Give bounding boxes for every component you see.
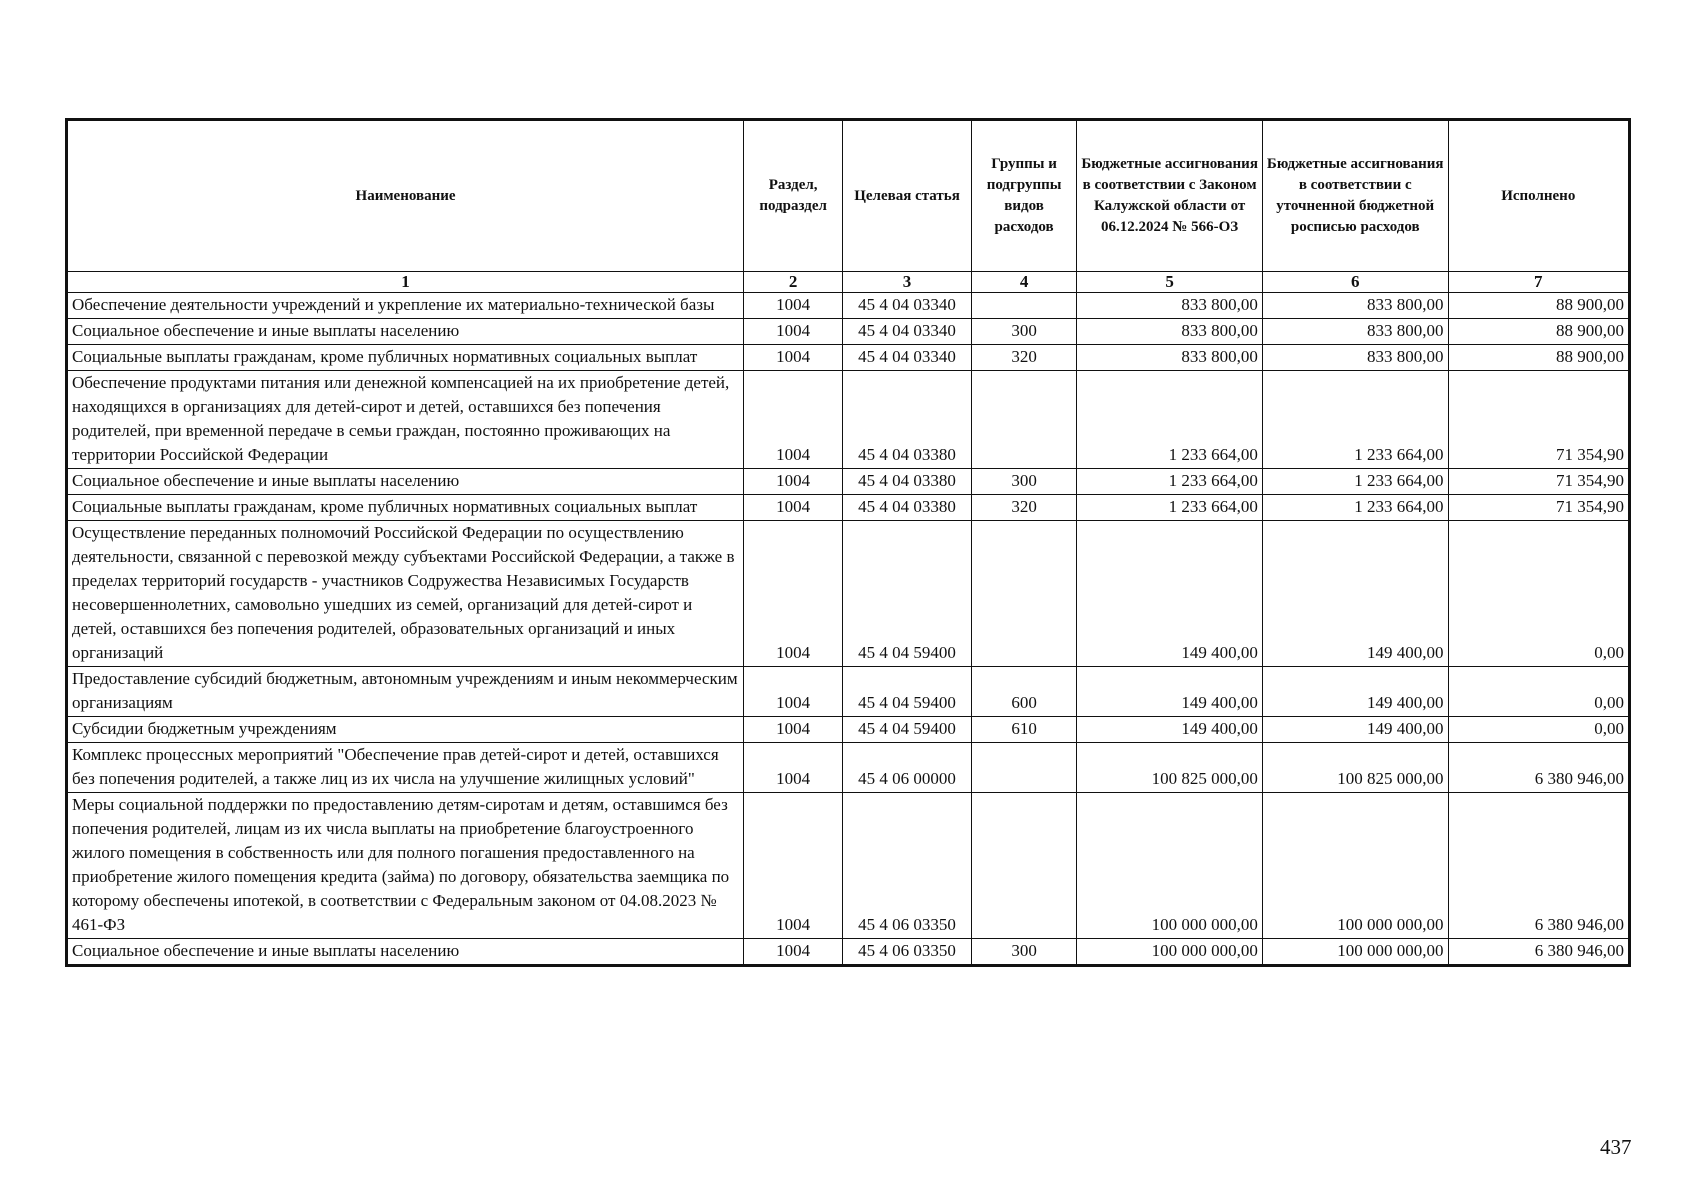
row-plan-amount: 149 400,00 bbox=[1262, 521, 1448, 667]
header-article: Целевая статья bbox=[843, 120, 972, 272]
column-number: 6 bbox=[1262, 272, 1448, 293]
row-article: 45 4 06 03350 bbox=[843, 793, 972, 939]
row-name: Социальные выплаты гражданам, кроме публичных нормативных социальных выплат bbox=[67, 345, 744, 371]
row-article: 45 4 04 03340 bbox=[843, 293, 972, 319]
row-law-amount: 1 233 664,00 bbox=[1077, 495, 1263, 521]
row-section: 1004 bbox=[744, 319, 843, 345]
row-article: 45 4 04 03340 bbox=[843, 345, 972, 371]
row-law-amount: 833 800,00 bbox=[1077, 293, 1263, 319]
row-section: 1004 bbox=[744, 469, 843, 495]
table-row bbox=[67, 939, 1630, 966]
row-law-amount: 100 000 000,00 bbox=[1077, 793, 1263, 939]
column-number: 5 bbox=[1077, 272, 1263, 293]
row-section: 1004 bbox=[744, 939, 843, 966]
row-plan-amount: 100 000 000,00 bbox=[1262, 793, 1448, 939]
header-section: Раздел, подраздел bbox=[744, 120, 843, 272]
row-article: 45 4 06 03350 bbox=[843, 939, 972, 966]
column-number: 1 bbox=[67, 272, 744, 293]
row-group: 300 bbox=[971, 469, 1076, 495]
row-section: 1004 bbox=[744, 521, 843, 667]
row-plan-amount: 100 000 000,00 bbox=[1262, 939, 1448, 966]
row-plan-amount: 833 800,00 bbox=[1262, 345, 1448, 371]
row-name: Осуществление переданных полномочий Российской Федерации по осуществлению деятельности, связанной с перевозкой между субъектами Российской Федерации, а также в пределах территорий государств - участников Содружества Независимых Государств несовершеннолетних, самовольно ушедших из семей, организаций для детей-сирот и детей, оставшихся без попечения родителей, образовательных организаций и иных организаций bbox=[67, 521, 744, 667]
row-group bbox=[971, 743, 1076, 793]
row-group bbox=[971, 371, 1076, 469]
row-plan-amount: 833 800,00 bbox=[1262, 293, 1448, 319]
table-row bbox=[67, 743, 1630, 793]
row-executed-amount: 6 380 946,00 bbox=[1448, 939, 1629, 966]
row-article: 45 4 04 03380 bbox=[843, 495, 972, 521]
row-executed-amount: 6 380 946,00 bbox=[1448, 793, 1629, 939]
row-name: Субсидии бюджетным учреждениям bbox=[67, 717, 744, 743]
header-law: Бюджетные ассигнования в соответствии с Законом Калужской области от 06.12.2024 № 566-ОЗ bbox=[1077, 120, 1263, 272]
header-row bbox=[67, 120, 1630, 272]
table-row bbox=[67, 469, 1630, 495]
table-row bbox=[67, 293, 1630, 319]
row-section: 1004 bbox=[744, 345, 843, 371]
row-article: 45 4 04 59400 bbox=[843, 717, 972, 743]
row-law-amount: 1 233 664,00 bbox=[1077, 371, 1263, 469]
row-name: Комплекс процессных мероприятий "Обеспечение прав детей-сирот и детей, оставшихся без попечения родителей, а также лиц из их числа на улучшение жилищных условий" bbox=[67, 743, 744, 793]
column-number: 2 bbox=[744, 272, 843, 293]
table-row bbox=[67, 495, 1630, 521]
row-article: 45 4 04 59400 bbox=[843, 521, 972, 667]
row-executed-amount: 88 900,00 bbox=[1448, 345, 1629, 371]
row-executed-amount: 88 900,00 bbox=[1448, 319, 1629, 345]
table-body bbox=[67, 293, 1630, 966]
row-article: 45 4 04 03380 bbox=[843, 371, 972, 469]
row-executed-amount: 88 900,00 bbox=[1448, 293, 1629, 319]
column-number: 3 bbox=[843, 272, 972, 293]
table-row bbox=[67, 793, 1630, 939]
row-group bbox=[971, 793, 1076, 939]
row-plan-amount: 149 400,00 bbox=[1262, 667, 1448, 717]
row-executed-amount: 71 354,90 bbox=[1448, 371, 1629, 469]
row-name: Социальное обеспечение и иные выплаты населению bbox=[67, 319, 744, 345]
row-plan-amount: 149 400,00 bbox=[1262, 717, 1448, 743]
row-executed-amount: 71 354,90 bbox=[1448, 495, 1629, 521]
table-row bbox=[67, 371, 1630, 469]
row-section: 1004 bbox=[744, 495, 843, 521]
row-executed-amount: 0,00 bbox=[1448, 521, 1629, 667]
row-name: Социальное обеспечение и иные выплаты населению bbox=[67, 469, 744, 495]
row-name: Обеспечение деятельности учреждений и укрепление их материально-технической базы bbox=[67, 293, 744, 319]
row-section: 1004 bbox=[744, 793, 843, 939]
row-law-amount: 149 400,00 bbox=[1077, 717, 1263, 743]
header-plan: Бюджетные ассигнования в соответствии с уточненной бюджетной росписью расходов bbox=[1262, 120, 1448, 272]
row-law-amount: 149 400,00 bbox=[1077, 521, 1263, 667]
row-executed-amount: 0,00 bbox=[1448, 667, 1629, 717]
row-section: 1004 bbox=[744, 371, 843, 469]
row-law-amount: 833 800,00 bbox=[1077, 319, 1263, 345]
table-row bbox=[67, 521, 1630, 667]
row-group: 600 bbox=[971, 667, 1076, 717]
row-law-amount: 1 233 664,00 bbox=[1077, 469, 1263, 495]
page-number: 437 bbox=[1600, 1135, 1632, 1159]
row-plan-amount: 100 825 000,00 bbox=[1262, 743, 1448, 793]
row-group: 610 bbox=[971, 717, 1076, 743]
row-group bbox=[971, 521, 1076, 667]
row-group: 300 bbox=[971, 939, 1076, 966]
row-article: 45 4 04 03380 bbox=[843, 469, 972, 495]
row-law-amount: 149 400,00 bbox=[1077, 667, 1263, 717]
row-section: 1004 bbox=[744, 293, 843, 319]
row-name: Предоставление субсидий бюджетным, автономным учреждениям и иным некоммерческим организациям bbox=[67, 667, 744, 717]
row-article: 45 4 06 00000 bbox=[843, 743, 972, 793]
row-executed-amount: 0,00 bbox=[1448, 717, 1629, 743]
row-article: 45 4 04 59400 bbox=[843, 667, 972, 717]
column-number: 4 bbox=[971, 272, 1076, 293]
row-article: 45 4 04 03340 bbox=[843, 319, 972, 345]
row-law-amount: 833 800,00 bbox=[1077, 345, 1263, 371]
table-row bbox=[67, 667, 1630, 717]
header-name: Наименование bbox=[67, 120, 744, 272]
row-plan-amount: 1 233 664,00 bbox=[1262, 495, 1448, 521]
row-group: 300 bbox=[971, 319, 1076, 345]
header-done: Исполнено bbox=[1448, 120, 1629, 272]
row-executed-amount: 71 354,90 bbox=[1448, 469, 1629, 495]
row-plan-amount: 1 233 664,00 bbox=[1262, 469, 1448, 495]
column-number: 7 bbox=[1448, 272, 1629, 293]
column-number-row bbox=[67, 272, 1630, 293]
table-row bbox=[67, 319, 1630, 345]
row-section: 1004 bbox=[744, 717, 843, 743]
budget-table bbox=[65, 118, 1631, 967]
row-group bbox=[971, 293, 1076, 319]
header-group: Группы и подгруппы видов расходов bbox=[971, 120, 1076, 272]
row-section: 1004 bbox=[744, 743, 843, 793]
row-name: Меры социальной поддержки по предоставлению детям-сиротам и детям, оставшимся без попечения родителей, лицам из их числа выплаты на приобретение благоустроенного жилого помещения в собственность или для полного погашения предоставленного на приобретение жилого помещения кредита (займа) по договору, обязательства заемщика по которому обеспечены ипотекой, в соответствии с Федеральным законом от 04.08.2023 № 461-ФЗ bbox=[67, 793, 744, 939]
row-law-amount: 100 000 000,00 bbox=[1077, 939, 1263, 966]
row-name: Социальное обеспечение и иные выплаты населению bbox=[67, 939, 744, 966]
row-group: 320 bbox=[971, 345, 1076, 371]
row-law-amount: 100 825 000,00 bbox=[1077, 743, 1263, 793]
row-plan-amount: 833 800,00 bbox=[1262, 319, 1448, 345]
row-name: Обеспечение продуктами питания или денежной компенсацией на их приобретение детей, находящихся в организациях для детей-сирот и детей, оставшихся без попечения родителей, при временной передаче в семьи граждан, постоянно проживающих на территории Российской Федерации bbox=[67, 371, 744, 469]
row-name: Социальные выплаты гражданам, кроме публичных нормативных социальных выплат bbox=[67, 495, 744, 521]
row-executed-amount: 6 380 946,00 bbox=[1448, 743, 1629, 793]
table-row bbox=[67, 345, 1630, 371]
row-section: 1004 bbox=[744, 667, 843, 717]
row-group: 320 bbox=[971, 495, 1076, 521]
row-plan-amount: 1 233 664,00 bbox=[1262, 371, 1448, 469]
table-row bbox=[67, 717, 1630, 743]
